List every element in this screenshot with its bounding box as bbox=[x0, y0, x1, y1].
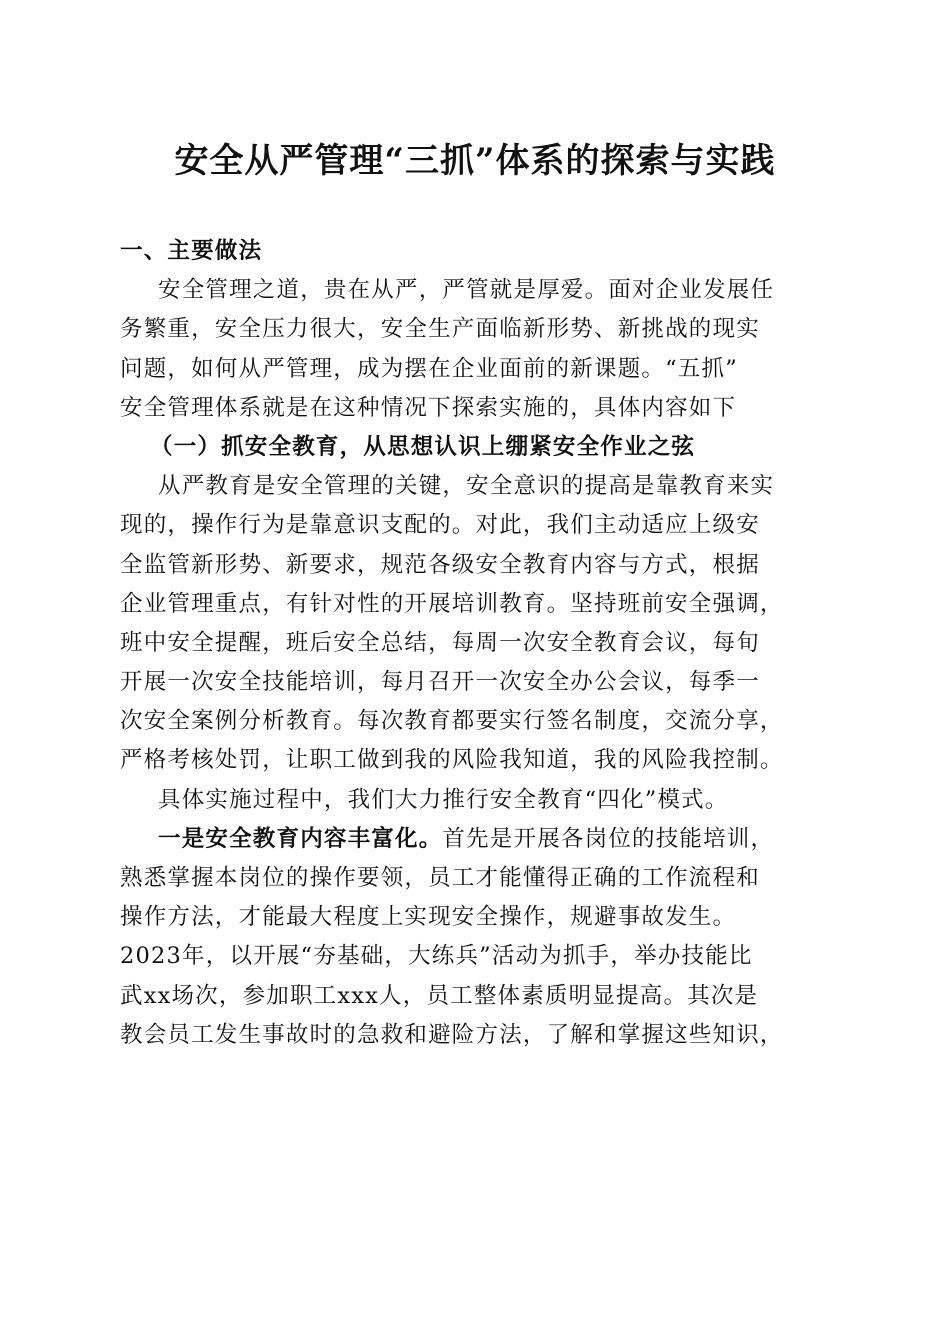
paragraph-line: 安全管理之道，贵在从严，严管就是厚爱。面对企业发展任 bbox=[158, 277, 775, 304]
paragraph-lead: 一是安全教育内容丰富化。 bbox=[158, 825, 443, 852]
paragraph-line: 现的，操作行为是靠意识支配的。对此，我们主动适应上级安 bbox=[120, 512, 760, 539]
subheading: （一）抓安全教育，从思想认识上绷紧安全作业之弦 bbox=[150, 433, 696, 460]
paragraph-line: 全监管新形势、新要求，规范各级安全教育内容与方式，根据 bbox=[120, 551, 760, 578]
paragraph-line: 从严教育是安全管理的关键，安全意识的提高是靠教育来实 bbox=[158, 473, 775, 500]
paragraph-line bbox=[120, 820, 838, 859]
paragraph-line: 次安全案例分析教育。每次教育都要实行签名制度，交流分享， bbox=[120, 708, 784, 735]
paragraph-line: 操作方法，才能最大程度上实现安全操作，规避事故发生。 bbox=[120, 904, 737, 931]
paragraph-line: 2023年，以开展“夯基础，大练兵”活动为抓手，举办技能比 bbox=[120, 943, 753, 970]
paragraph-line: 班中安全提醒，班后安全总结，每周一次安全教育会议，每旬 bbox=[120, 629, 760, 656]
paragraph-line: 务繁重，安全压力很大，安全生产面临新形势、新挑战的现实 bbox=[120, 316, 760, 343]
section-heading: 一、主要做法 bbox=[120, 238, 263, 264]
paragraph-line: 武xx场次，参加职工xxx人，员工整体素质明显提高。其次是 bbox=[120, 982, 759, 1009]
paragraph-line: 教会员工发生事故时的急救和避险方法，了解和掌握这些知识， bbox=[120, 1021, 784, 1048]
paragraph-line: 企业管理重点，有针对性的开展培训教育。坚持班前安全强调， bbox=[120, 590, 784, 617]
paragraph-line: 问题，如何从严管理，成为摆在企业面前的新课题。“五抓” bbox=[120, 355, 738, 382]
paragraph-line: 熟悉掌握本岗位的操作要领，员工才能懂得正确的工作流程和 bbox=[120, 865, 760, 891]
paragraph-text: 首先是开展各岗位的技能培训， bbox=[442, 825, 775, 852]
paragraph-line: 开展一次安全技能培训，每月召开一次安全办公会议，每季一 bbox=[120, 669, 760, 696]
paragraph-line: 安全管理体系就是在这种情况下探索实施的，具体内容如下 bbox=[120, 394, 737, 421]
paragraph-line: 具体实施过程中，我们大力推行安全教育“四化”模式。 bbox=[158, 786, 729, 813]
paragraph-line: 严格考核处罚，让职工做到我的风险我知道，我的风险我控制。 bbox=[120, 747, 784, 774]
document-title: 安全从严管理“三抓”体系的探索与实践 bbox=[174, 141, 776, 181]
document-body bbox=[120, 232, 838, 1055]
